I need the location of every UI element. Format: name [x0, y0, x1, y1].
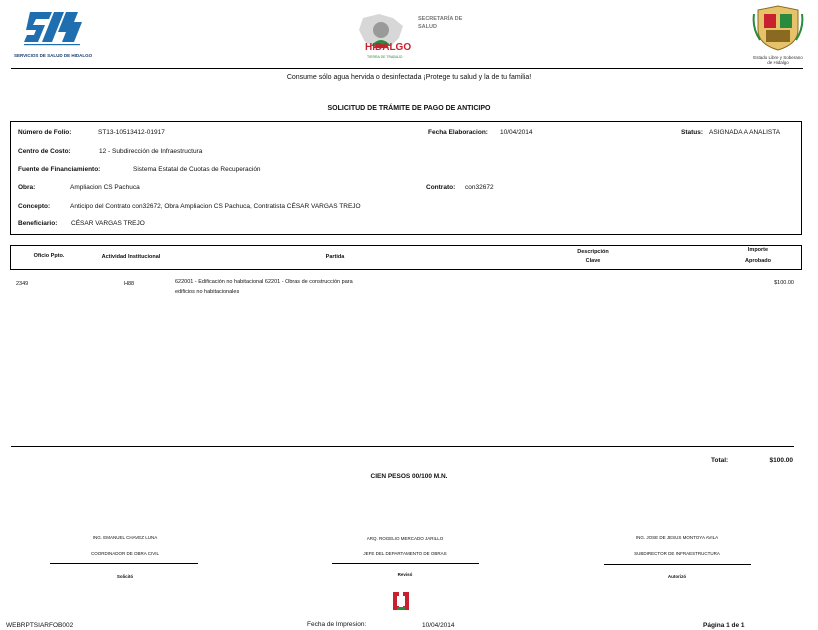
ssh-logo-mark: [22, 10, 84, 52]
document-title: SOLICITUD DE TRÁMITE DE PAGO DE ANTICIPO: [327, 105, 491, 112]
signer-1-title: COORDINADOR DE OBRA CIVIL: [90, 551, 159, 556]
footer-emblem-icon: [391, 590, 411, 612]
signer-1-role: Solicitó: [116, 574, 134, 579]
secretaria-line-1: SECRETARÍA DE: [418, 16, 463, 22]
fecha-impresion-value: 10/04/2014: [422, 622, 455, 629]
signer-3-line: [604, 564, 751, 565]
col-descripcion-header: Descripción: [577, 249, 609, 255]
total-label: Total:: [711, 457, 729, 464]
obra-value: Ampliacion CS Pachuca: [70, 184, 140, 191]
col-aprobado-header: Aprobado: [745, 258, 771, 264]
centro-costo-label: Centro de Costo:: [18, 148, 71, 155]
amount-in-words: CIEN PESOS 00/100 M.N.: [370, 473, 448, 480]
status-label: Status:: [681, 129, 704, 136]
col-oficio-header: Oficio Ppto.: [33, 253, 65, 259]
row-partida-line-1: 622001 - Edificación no habitacional 62201 - Obras de construcción para: [175, 279, 353, 285]
hidalgo-logo-text: HIDALGO: [365, 42, 412, 53]
status-value: ASIGNADA A ANALISTA: [709, 129, 781, 136]
table-row: [10, 278, 802, 302]
signer-1-line: [50, 563, 198, 564]
signer-2-name: ARQ. ROGELIO MERCADO JARILLO: [366, 536, 444, 541]
col-importe-header: Importe: [747, 247, 769, 253]
ssh-logo-caption: SERVICIOS DE SALUD DE HIDALGO: [14, 53, 93, 58]
col-clave-header: Clave: [585, 258, 601, 264]
coat-of-arms-icon: [752, 4, 804, 52]
col-actividad-header: Actividad Institucional: [101, 254, 161, 260]
beneficiario-label: Beneficiario:: [18, 220, 58, 227]
centro-costo-value: 12 - Subdirección de Infraestructura: [99, 148, 203, 155]
fecha-elaboracion-value: 10/04/2014: [500, 129, 533, 136]
contrato-value: con32672: [465, 184, 494, 191]
beneficiario-value: CÉSAR VARGAS TREJO: [71, 220, 145, 227]
signer-2-line: [332, 563, 479, 564]
signer-2-title: JEFE DEL DEPARTAMENTO DE OBRAS: [363, 551, 447, 556]
concepto-value: Anticipo del Contrato con32672, Obra Ampliacion CS Pachuca, Contratista CÉSAR VARGAS TREJO: [70, 203, 361, 210]
fecha-impresion-label: Fecha de Impresion:: [307, 621, 367, 628]
total-value: $100.00: [769, 457, 793, 464]
coat-caption-line-2: de Hidalgo: [767, 60, 789, 65]
row-partida-line-2: edificios no habitacionales: [175, 289, 240, 295]
coat-caption-line-1: Estado Libre y Soberano: [753, 55, 803, 60]
ssh-logo: [22, 10, 84, 52]
fecha-elaboracion-label: Fecha Elaboracion:: [428, 129, 488, 136]
slogan: Consume sólo agua hervida o desinfectada ¡Protege tu salud y la de tu familia!: [286, 74, 532, 81]
signer-3-title: SUBDIRECTOR DE INFRAESTRUCTURA: [634, 551, 720, 556]
signer-2-role: Revisó: [397, 572, 413, 577]
table-bottom-divider: [11, 446, 794, 447]
fuente-label: Fuente de Financiamiento:: [18, 166, 101, 173]
row-actividad: H88: [124, 281, 135, 287]
signer-3-role: Autorizó: [667, 574, 687, 579]
contrato-label: Contrato:: [426, 184, 456, 191]
secretaria-line-2: SALUD: [418, 24, 437, 30]
hidalgo-logo: [353, 12, 412, 64]
folio-value: ST13-10513412-01917: [98, 129, 165, 136]
report-code: WEBRPTSIARFOB002: [6, 622, 74, 629]
fuente-value: Sistema Estatal de Cuotas de Recuperación: [133, 166, 261, 173]
folio-label: Número de Folio:: [18, 129, 72, 136]
row-oficio: 2349: [16, 281, 29, 287]
row-importe: $100.00: [774, 280, 794, 286]
hidalgo-logo-subtext: TIERRA DE TRABAJO: [367, 55, 403, 59]
concepto-label: Concepto:: [18, 203, 51, 210]
header-divider: [11, 68, 803, 69]
signer-1-name: ING. EMANUEL CHAVEZ LUNA: [92, 535, 158, 540]
obra-label: Obra:: [18, 184, 36, 191]
page-number: Página 1 de 1: [703, 622, 745, 629]
col-partida-header: Partida: [325, 254, 345, 260]
info-box: [10, 121, 802, 235]
signer-3-name: ING. JOSE DE JESUS MONTOYA AVILA: [635, 535, 719, 540]
hidalgo-coat-of-arms: [752, 4, 804, 52]
